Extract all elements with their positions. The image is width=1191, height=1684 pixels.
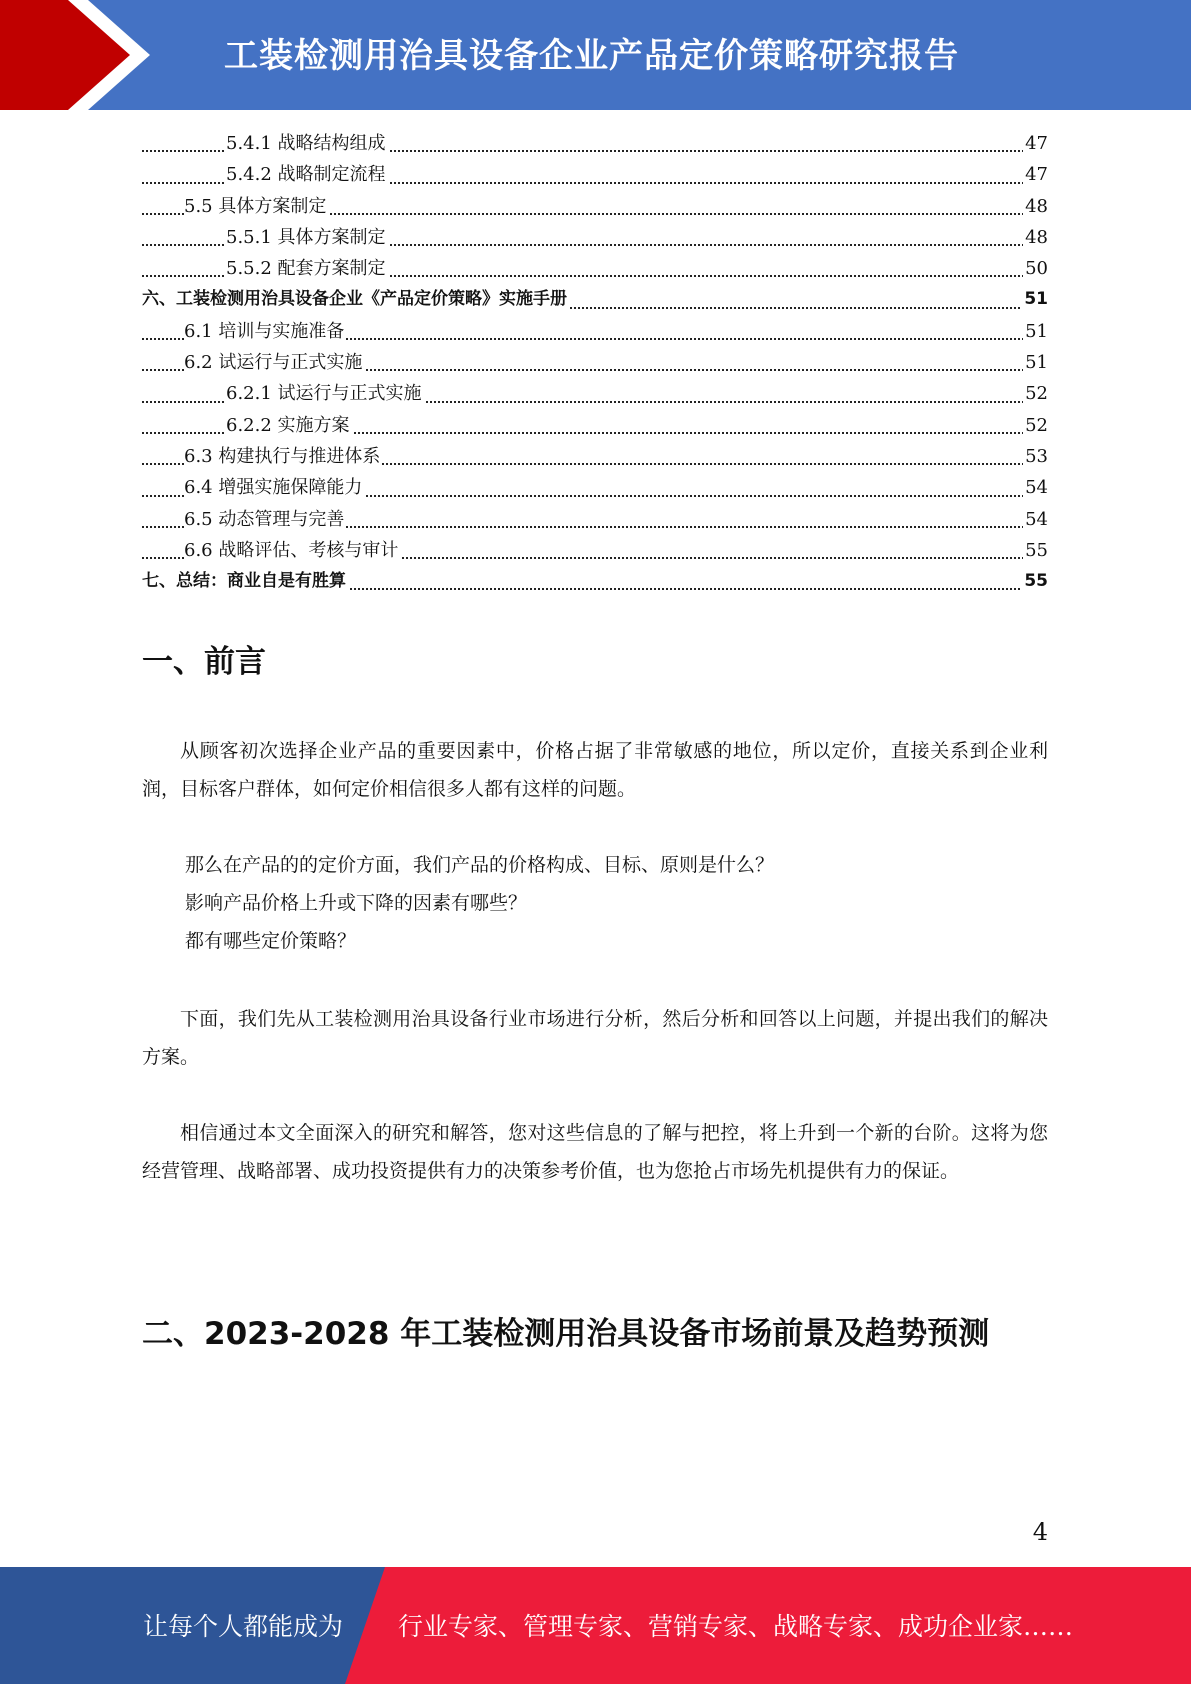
toc-entry-label: 5.5.1 具体方案制定	[226, 222, 388, 253]
toc-entry-label: 6.1 培训与实施准备	[184, 316, 346, 347]
toc-entry-page: 55	[1023, 535, 1048, 566]
market-forecast-heading: 二、2023-2028 年工装检测用治具设备市场前景及趋势预测	[142, 1316, 990, 1352]
toc-entry-label: 5.4.1 战略结构组成	[226, 128, 388, 159]
report-title: 工装检测用治具设备企业产品定价策略研究报告	[224, 36, 959, 76]
toc-entry-page: 51	[1023, 347, 1048, 378]
toc-entry-label: 6.2.2 实施方案	[226, 410, 352, 441]
toc-entry[interactable]	[142, 253, 1048, 284]
toc-entry[interactable]	[142, 535, 1048, 566]
toc-entry[interactable]	[142, 222, 1048, 253]
toc-entry[interactable]	[142, 441, 1048, 472]
toc-entry-label: 六、工装检测用治具设备企业《产品定价策略》实施手册	[142, 284, 569, 315]
toc-entry-page: 48	[1023, 191, 1048, 222]
toc-chapter-entry[interactable]	[142, 284, 1048, 315]
toc-entry[interactable]	[142, 128, 1048, 159]
preface-heading: 一、前言	[142, 644, 266, 680]
question-line-3: 都有哪些定价策略？	[185, 930, 357, 952]
preface-paragraph-1: 从顾客初次选择企业产品的重要因素中，价格占据了非常敏感的地位，所以定价，直接关系到企业利润，目标客户群体，如何定价相信很多人都有这样的问题。	[142, 740, 1048, 800]
toc-entry-label: 七、总结：商业自是有胜算	[142, 566, 348, 597]
page-footer	[0, 1567, 1191, 1684]
toc-entry-label: 6.6 战略评估、考核与审计	[184, 535, 400, 566]
toc-entry[interactable]	[142, 472, 1048, 503]
toc-entry[interactable]	[142, 410, 1048, 441]
toc-entry[interactable]	[142, 191, 1048, 222]
toc-entry-label: 6.4 增强实施保障能力	[184, 472, 364, 503]
toc-entry-label: 6.2.1 试运行与正式实施	[226, 378, 424, 409]
toc-entry-page: 54	[1023, 472, 1048, 503]
toc-chapter-entry[interactable]	[142, 566, 1048, 597]
footer-slogan-left: 让每个人都能成为	[143, 1612, 344, 1641]
toc-entry[interactable]	[142, 159, 1048, 190]
preface-paragraph-2: 下面，我们先从工装检测用治具设备行业市场进行分析，然后分析和回答以上问题，并提出我们的解决方案。	[142, 1008, 1048, 1068]
toc-entry-page: 50	[1023, 253, 1048, 284]
toc-entry-page: 52	[1023, 410, 1048, 441]
page-header	[0, 0, 1191, 110]
page-number: 4	[1032, 1518, 1048, 1546]
table-of-contents	[142, 128, 1048, 597]
toc-entry[interactable]	[142, 316, 1048, 347]
toc-entry-page: 54	[1023, 504, 1048, 535]
toc-entry-page: 51	[1022, 284, 1048, 315]
question-line-2: 影响产品价格上升或下降的因素有哪些？	[185, 892, 528, 914]
toc-entry-page: 47	[1023, 128, 1048, 159]
toc-entry-label: 5.5.2 配套方案制定	[226, 253, 388, 284]
toc-entry-label: 6.2 试运行与正式实施	[184, 347, 364, 378]
toc-entry-page: 51	[1023, 316, 1048, 347]
toc-entry-label: 6.5 动态管理与完善	[184, 504, 346, 535]
toc-entry-label: 5.4.2 战略制定流程	[226, 159, 388, 190]
toc-entry-page: 53	[1023, 441, 1048, 472]
toc-entry-page: 47	[1023, 159, 1048, 190]
toc-entry[interactable]	[142, 378, 1048, 409]
preface-paragraph-3: 相信通过本文全面深入的研究和解答，您对这些信息的了解与把控，将上升到一个新的台阶。这将为您经营管理、战略部署、成功投资提供有力的决策参考价值，也为您抢占市场先机提供有力的保证。	[142, 1122, 1048, 1182]
toc-entry-label: 5.5 具体方案制定	[184, 191, 328, 222]
toc-entry-label: 6.3 构建执行与推进体系	[184, 441, 382, 472]
toc-entry-page: 55	[1022, 566, 1048, 597]
footer-slogan-right: 行业专家、管理专家、营销专家、战略专家、成功企业家……	[398, 1612, 1074, 1641]
toc-entry-page: 52	[1023, 378, 1048, 409]
toc-entry[interactable]	[142, 347, 1048, 378]
toc-entry-page: 48	[1023, 222, 1048, 253]
question-line-1: 那么在产品的的定价方面，我们产品的价格构成、目标、原则是什么？	[185, 854, 775, 876]
toc-entry[interactable]	[142, 504, 1048, 535]
